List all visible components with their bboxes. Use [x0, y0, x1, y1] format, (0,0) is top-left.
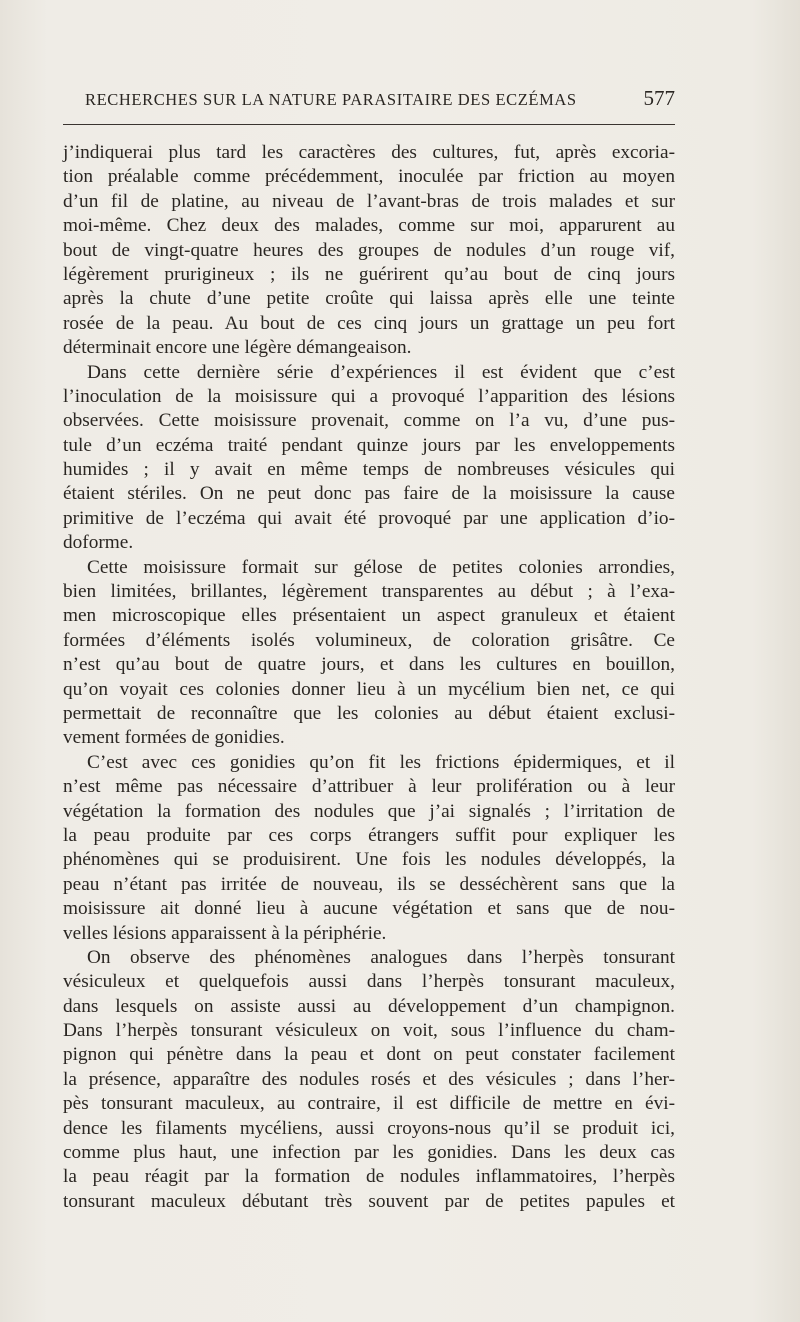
- header-rule: [63, 124, 675, 125]
- text-line: primitive de l’eczéma qui avait été provoqué par une application d’io-: [63, 507, 675, 529]
- text-line: vésiculeux et quelquefois aussi dans l’herpès tonsurant maculeux,: [63, 971, 675, 993]
- paragraph-end-line: déterminait encore une légère démangeaison.: [63, 337, 412, 359]
- text-line: comme plus haut, une infection par les gonidies. Dans les deux cas: [63, 1142, 675, 1164]
- text-line: dence les filaments mycéliens, aussi croyons-nous qu’il se produit ici,: [63, 1117, 675, 1139]
- text-line: men microscopique elles présentaient un aspect granuleux et étaient: [63, 605, 675, 627]
- text-line: la peau produite par ces corps étrangers suffit pour expliquer les: [63, 824, 675, 846]
- text-line: phénomènes qui se produisirent. Une fois les nodules développés, la: [63, 849, 675, 871]
- paragraph-first-line: C’est avec ces gonidies qu’on fit les frictions épidermiques, et il: [87, 751, 675, 773]
- page-header: [85, 86, 675, 116]
- text-line: tule d’un eczéma traité pendant quinze jours par les enveloppements: [63, 434, 675, 456]
- text-line: pès tonsurant maculeux, au contraire, il est difficile de mettre en évi-: [63, 1093, 675, 1115]
- text-line: humides ; il y avait en même temps de nombreuses vésicules qui: [63, 459, 675, 481]
- page-number: 577: [643, 86, 675, 110]
- text-line: dans lesquels on assiste aussi au développement d’un champignon.: [63, 995, 675, 1017]
- text-line: bout de vingt-quatre heures des groupes de nodules d’un rouge vif,: [63, 239, 675, 261]
- text-line: qu’on voyait ces colonies donner lieu à un mycélium bien net, ce qui: [63, 678, 675, 700]
- paragraph-first-line: On observe des phénomènes analogues dans l’herpès tonsurant: [87, 946, 675, 968]
- text-line: après la chute d’une petite croûte qui laissa après elle une teinte: [63, 288, 675, 310]
- text-line: peau n’étant pas irritée de nouveau, ils se desséchèrent sans que la: [63, 873, 675, 895]
- text-line: permettait de reconnaître que les colonies au début étaient exclusi-: [63, 702, 675, 724]
- text-line: tonsurant maculeux débutant très souvent par de petites papules et: [63, 1190, 675, 1212]
- text-line: la peau réagit par la formation de nodules inflammatoires, l’herpès: [63, 1166, 675, 1188]
- text-line: la présence, apparaître des nodules rosés et des vésicules ; dans l’her-: [63, 1068, 675, 1090]
- text-line: observées. Cette moisissure provenait, comme on l’a vu, d’une pus-: [63, 410, 675, 432]
- paragraph-end-line: doforme.: [63, 532, 134, 554]
- text-line: moi-même. Chez deux des malades, comme sur moi, apparurent au: [63, 215, 675, 237]
- text-line: tion préalable comme précédemment, inoculée par friction au moyen: [63, 166, 675, 188]
- text-line: Dans l’herpès tonsurant vésiculeux on voit, sous l’influence du cham-: [63, 1020, 675, 1042]
- text-line: bien limitées, brillantes, légèrement transparentes au début ; à l’exa-: [63, 581, 675, 603]
- text-line: moisissure ait donné lieu à aucune végétation et sans que de nou-: [63, 898, 675, 920]
- text-line: végétation la formation des nodules que j’ai signalés ; l’irritation de: [63, 800, 675, 822]
- running-title: RECHERCHES SUR LA NATURE PARASITAIRE DES ECZÉMAS: [85, 90, 577, 109]
- text-line: d’un fil de platine, au niveau de l’avant-bras de trois malades et sur: [63, 190, 675, 212]
- body-text: [63, 141, 675, 1214]
- paragraph-first-line: Dans cette dernière série d’expériences il est évident que c’est: [87, 361, 675, 383]
- paragraph-end-line: velles lésions apparaissent à la périphérie.: [63, 922, 387, 944]
- text-line: n’est même pas nécessaire d’attribuer à leur prolifération ou à leur: [63, 776, 675, 798]
- text-line: j’indiquerai plus tard les caractères des cultures, fut, après excoria-: [63, 142, 675, 163]
- text-line: formées d’éléments isolés volumineux, de coloration grisâtre. Ce: [63, 629, 675, 651]
- text-line: rosée de la peau. Au bout de ces cinq jours un grattage un peu fort: [63, 312, 675, 334]
- paragraph-first-line: Cette moisissure formait sur gélose de petites colonies arrondies,: [87, 556, 675, 578]
- text-line: n’est qu’au bout de quatre jours, et dans les cultures en bouillon,: [63, 654, 675, 676]
- text-line: pignon qui pénètre dans la peau et dont on peut constater facilement: [63, 1044, 675, 1066]
- paragraph-end-line: vement formées de gonidies.: [63, 727, 285, 749]
- text-line: étaient stériles. On ne peut donc pas faire de la moisissure la cause: [63, 483, 675, 505]
- text-line: légèrement prurigineux ; ils ne guérirent qu’au bout de cinq jours: [63, 263, 675, 285]
- text-line: l’inoculation de la moisissure qui a provoqué l’apparition des lésions: [63, 385, 675, 407]
